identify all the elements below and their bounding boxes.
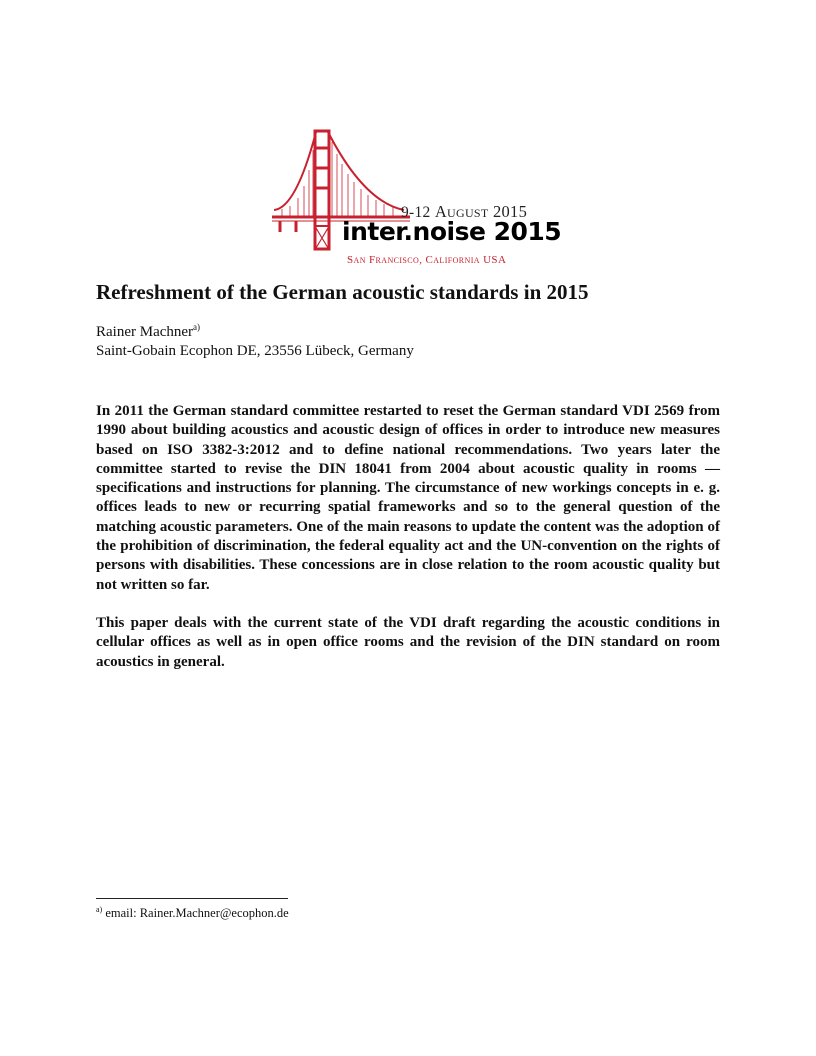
conference-location: San Francisco, California USA xyxy=(347,254,507,266)
abstract-paragraph: This paper deals with the current state of the VDI draft regarding the acoustic conditions in cellular offices as well as in open office rooms and the revision of the DIN standard on room acoustics in general. xyxy=(96,614,720,670)
author-footnote-mark: a) xyxy=(193,322,201,332)
author-affiliation: Saint-Gobain Ecophon DE, 23556 Lübeck, Germany xyxy=(96,343,414,359)
conference-date-days: 9-12 xyxy=(401,204,431,221)
author-line xyxy=(96,323,414,342)
author-name: Rainer Machner xyxy=(96,324,194,340)
conference-logo xyxy=(272,128,562,268)
golden-gate-bridge-icon xyxy=(272,128,547,268)
abstract xyxy=(96,402,720,691)
abstract-paragraph: In 2011 the German standard committee restarted to reset the German standard VDI 2569 from 1990 about building acoustics and acoustic design of offices in order to introduce new measures based on ISO 3382-3:2012 and to define national recommendations. Two years later the committee started to revise the DIN 18041 from 2004 about acoustic quality in rooms — specifications and instructions for planning. The circumstance of new workings concepts in e. g. offices leads to new or recurring spatial frameworks and so to the general question of the matching acoustic parameters. One of the main reasons to update the content was the adoption of the prohibition of discrimination, the federal equality act and the UN-convention on the rights of persons with disabilities. These concessions are in close relation to the room acoustic quality but not written so far. xyxy=(96,403,720,593)
footnote-email[interactable]: email: Rainer.Machner@ecophon.de xyxy=(105,906,289,920)
footnote-divider xyxy=(96,898,288,899)
paper-title: Refreshment of the German acoustic standards in 2015 xyxy=(96,280,589,304)
conference-date-month: August 2015 xyxy=(434,202,528,221)
conference-name: inter.noise 2015 xyxy=(342,217,562,246)
footnote xyxy=(96,906,289,921)
author-block xyxy=(96,323,414,361)
footnote-mark: a) xyxy=(96,905,103,914)
